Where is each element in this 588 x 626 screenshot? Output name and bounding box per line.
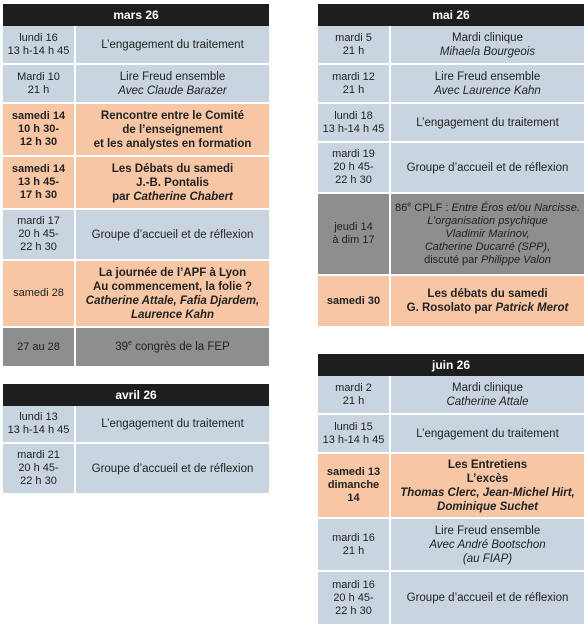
event-date: mardi 21 20 h 45- 22 h 30	[3, 444, 76, 493]
event-date: 27 au 28	[3, 328, 76, 366]
event-date: samedi 30	[318, 276, 391, 326]
event-title: 86e CPLF : Entre Éros et/ou Narcisse. L’organisation psychique Vladimir Marinov, Catherine Ducarré (SPP), discuté par Philippe Valon	[395, 200, 580, 266]
event-date: samedi 14 13 h 45- 17 h 30	[3, 157, 76, 208]
event-row	[318, 194, 584, 276]
event-date: samedi 14 10 h 30- 12 h 30	[3, 104, 76, 155]
event-date: mardi 16 20 h 45- 22 h 30	[318, 572, 391, 624]
event-date: mardi 19 20 h 45- 22 h 30	[318, 143, 391, 192]
event-title: Les Débats du samedi J.-B. Pontalis par Catherine Chabert	[111, 162, 234, 203]
month-header-mai: mai 26	[318, 4, 584, 26]
event-row	[318, 376, 584, 415]
event-title: Groupe d’accueil et de réflexion	[406, 161, 569, 174]
event-row	[3, 26, 269, 65]
event-row	[318, 276, 584, 326]
calendar-juin	[318, 354, 584, 624]
event-title: L’engagement du traitement	[101, 38, 244, 51]
calendar-mai	[318, 4, 584, 326]
event-row	[318, 104, 584, 143]
event-title: L’engagement du traitement	[416, 116, 559, 129]
event-date: lundi 13 13 h-14 h 45	[3, 406, 76, 442]
event-date: mardi 17 20 h 45- 22 h 30	[3, 210, 76, 259]
event-title: La journée de l’APF à Lyon Au commencement, la folie ? Catherine Attale, Fafia Djardem, Laurence Kahn	[85, 266, 260, 321]
event-date: lundi 16 13 h-14 h 45	[3, 26, 76, 63]
event-title: Groupe d’accueil et de réflexion	[91, 462, 254, 475]
event-date: lundi 15 13 h-14 h 45	[318, 415, 391, 452]
event-title: Mardi clinique Catherine Attale	[446, 381, 529, 408]
event-date: mardi 2 21 h	[318, 376, 391, 413]
event-date: Mardi 10 21 h	[3, 65, 76, 102]
event-row	[318, 143, 584, 194]
event-row	[3, 157, 269, 210]
event-date: samedi 13 dimanche 14	[318, 454, 391, 517]
month-header-mars: mars 26	[3, 4, 269, 26]
event-title: L’engagement du traitement	[416, 427, 559, 440]
event-row	[3, 104, 269, 157]
month-header-juin: juin 26	[318, 354, 584, 376]
event-row	[318, 519, 584, 572]
event-date: samedi 28	[3, 261, 76, 326]
event-row	[318, 572, 584, 624]
event-date: mardi 12 21 h	[318, 65, 391, 102]
event-title: 39e congrès de la FEP	[115, 340, 230, 353]
calendar-avril	[3, 384, 269, 493]
event-title: Groupe d’accueil et de réflexion	[406, 592, 569, 604]
event-title: Les débats du samedi G. Rosolato par Patrick Merot	[406, 288, 569, 314]
event-row	[3, 444, 269, 493]
event-row	[318, 415, 584, 454]
event-date: mardi 5 21 h	[318, 26, 391, 63]
event-title: Groupe d’accueil et de réflexion	[91, 228, 254, 241]
month-header-avril: avril 26	[3, 384, 269, 406]
event-title: Lire Freud ensemble Avec Laurence Kahn	[434, 70, 541, 97]
event-title: L’engagement du traitement	[101, 418, 244, 430]
event-row	[318, 454, 584, 519]
event-row	[3, 328, 269, 366]
event-row	[3, 210, 269, 261]
event-date: lundi 18 13 h-14 h 45	[318, 104, 391, 141]
calendar-mars	[3, 4, 269, 366]
event-title: Lire Freud ensemble Avec André Bootschon (au FIAP)	[429, 524, 546, 565]
event-title: Les Entretiens L’excès Thomas Clerc, Jean-Michel Hirt, Dominique Suchet	[400, 458, 575, 513]
event-row	[3, 406, 269, 444]
event-date: jeudi 14 à dim 17	[318, 194, 391, 274]
event-row	[3, 65, 269, 104]
event-row	[318, 26, 584, 65]
event-title: Rencontre entre le Comité de l’enseignement et les analystes en formation	[93, 109, 252, 150]
event-row	[3, 261, 269, 328]
event-title: Mardi clinique Mihaela Bourgeois	[439, 31, 536, 58]
event-date: mardi 16 21 h	[318, 519, 391, 570]
event-title: Lire Freud ensemble Avec Claude Barazer	[118, 70, 227, 97]
event-row	[318, 65, 584, 104]
